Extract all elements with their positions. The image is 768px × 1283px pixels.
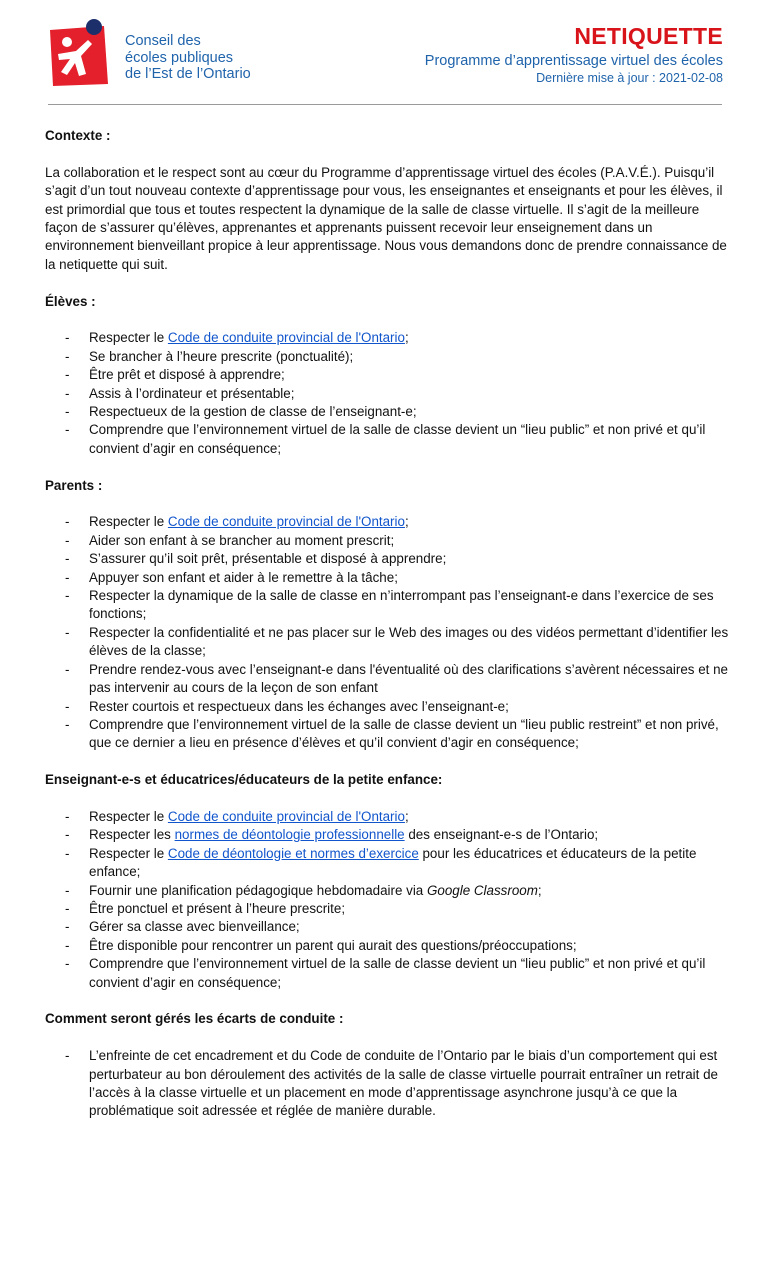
document-link[interactable]: Code de conduite provincial de l'Ontario [167,514,405,530]
conduct-list [45,1047,735,1121]
list-item-text: Appuyer son enfant et aider à le remettre à la tâche; [89,569,398,585]
list-item [45,532,735,550]
list-item [45,403,735,421]
list-item [45,955,735,992]
list-item-text: Comprendre que l’environnement virtuel de la salle de classe devient un “lieu public restreint” et non privé, que ce dernier a lieu en présence d’élèves et qu’il convient d’agir en conséquence; [89,716,719,751]
list-dash: - [65,588,70,604]
list-item-text: L’enfreinte de cet encadrement et du Code de conduite de l’Ontario par le biais d’un comportement qui est perturbateur au bon déroulement des activités de la salle de classe virtuelle pourrait entraîner un retrait de l’accès à la classe virtuelle et un placement en mode d’apprentissage asynchrone jusqu’à ce que la problématique soit adressée et réglée de manière durable. [89,1048,718,1119]
document-body [45,127,735,1139]
list-dash: - [65,514,70,530]
list-item-text: ; [404,330,409,346]
list-item [45,569,735,587]
list-item [45,550,735,568]
list-dash: - [65,385,70,401]
context-paragraph: La collaboration et le respect sont au cœur du Programme d’apprentissage virtuel des écoles (P.A.V.É.). Puisqu’il s’agit d’un tout nouveau contexte d’apprentissage pour vous, les enseignantes et enseignants et pour les élèves, il est primordial que tous et toutes respectent la dynamique de la salle de classe virtuelle. Il s’agit de la meilleure façon de s’assurer qu’élèves, apprenantes et apprenants puissent recevoir leur enseignement dans un environnement bienveillant propice à leur apprentissage. Nous vous demandons donc de prendre connaissance de la netiquette qui suit. [45,164,727,272]
document-title: NETIQUETTE [574,23,723,49]
list-dash: - [65,698,70,714]
list-item [45,918,735,936]
teachers-list [45,808,735,992]
teachers-heading: Enseignant-e-s et éducatrices/éducateurs de la petite enfance: [45,772,443,788]
document-link[interactable]: Code de conduite provincial de l'Ontario [167,808,405,824]
list-item-text: Respecter le [89,514,168,530]
list-item [45,661,735,698]
list-item-text: Être disponible pour rencontrer un parent qui aurait des questions/préoccupations; [89,937,577,953]
document-subtitle: Programme d’apprentissage virtuel des écoles [424,53,723,69]
list-dash: - [65,845,70,861]
list-dash: - [65,1048,70,1064]
list-dash: - [65,956,70,972]
list-dash: - [65,551,70,567]
last-updated-date: Dernière mise à jour : 2021-02-08 [536,71,723,85]
list-item [45,716,735,753]
list-item-text: Gérer sa classe avec bienveillance; [89,919,300,935]
list-dash: - [65,661,70,677]
document-link[interactable]: Code de déontologie et normes d’exercice [167,845,419,861]
list-item [45,624,735,661]
parents-list [45,513,735,752]
document-titles [425,22,723,86]
list-item [45,900,735,918]
list-dash: - [65,827,70,843]
list-item-text: Se brancher à l’heure prescrite (ponctualité); [89,348,354,364]
list-item-text: Respecter les [89,827,175,843]
org-name: Conseil des écoles publiques de l’Est de l’Ontario [125,33,251,82]
list-item-text: Rester courtois et respectueux dans les échanges avec l’enseignant-e; [89,698,509,714]
students-list [45,329,735,458]
list-item-emphasis: Google Classroom [426,882,538,898]
list-item [45,513,735,531]
document-link[interactable]: Code de conduite provincial de l'Ontario [167,330,405,346]
parents-heading: Parents : [45,477,103,493]
cepeo-logo-icon [48,18,118,88]
list-item-text: ; [404,808,409,824]
list-dash: - [65,422,70,438]
list-item-text: pour les éducatrices et éducateurs de la petite enfance; [89,845,697,880]
list-item-text: Fournir une planification pédagogique hebdomadaire via [89,882,427,898]
list-item-text: Respecter la dynamique de la salle de classe en n’interrompant pas l’enseignant-e dans l’exercice de ses fonctions; [89,588,714,622]
list-item-text: Respecter le [89,330,168,346]
list-dash: - [65,624,70,640]
list-item [45,698,735,716]
page-header [0,0,768,110]
list-dash: - [65,404,70,420]
list-item [45,808,735,826]
list-dash: - [65,882,70,898]
list-item-text: Prendre rendez-vous avec l’enseignant-e dans l'éventualité où des clarifications s’avèrent nécessaires et ne pas intervenir au cours de la leçon de son enfant [89,661,728,696]
cepeo-logo [48,18,268,90]
list-item [45,421,735,458]
list-item-text: Être prêt et disposé à apprendre; [89,367,285,383]
conduct-heading: Comment seront gérés les écarts de conduite : [45,1011,344,1027]
list-item-text: S’assurer qu’il soit prêt, présentable et disposé à apprendre; [89,551,447,567]
list-item [45,587,735,624]
list-item [45,366,735,384]
list-dash: - [65,348,70,364]
list-item [45,882,735,900]
list-item [45,329,735,347]
students-heading: Élèves : [45,293,96,309]
list-item-text: Respecter le [89,845,168,861]
list-item [45,826,735,844]
list-item [45,385,735,403]
list-dash: - [65,532,70,548]
list-item [45,348,735,366]
list-item-text: Comprendre que l’environnement virtuel de la salle de classe devient un “lieu public” et non privé et qu’il convient d’agir en conséquence; [89,956,706,990]
list-dash: - [65,716,70,732]
list-item [45,845,735,882]
header-divider [48,104,722,105]
context-heading: Contexte : [45,128,111,143]
list-dash: - [65,937,70,953]
list-item-text: ; [537,882,542,898]
list-item-text: des enseignant-e-s de l’Ontario; [404,827,599,843]
list-item-text: Respecter la confidentialité et ne pas placer sur le Web des images ou des vidéos permettant d’identifier les élèves de la classe; [89,624,729,659]
list-dash: - [65,367,70,383]
list-dash: - [65,808,70,824]
list-item-text: ; [404,514,409,530]
list-item-text: Comprendre que l’environnement virtuel de la salle de classe devient un “lieu public” et non privé et qu’il convient d’agir en conséquence; [89,422,706,456]
list-item-text: Respectueux de la gestion de classe de l’enseignant-e; [89,404,417,420]
list-dash: - [65,569,70,585]
list-item-text: Aider son enfant à se brancher au moment prescrit; [89,532,395,548]
list-item [45,937,735,955]
list-dash: - [65,919,70,935]
list-dash: - [65,330,70,346]
document-link[interactable]: normes de déontologie professionnelle [174,827,405,843]
list-item-text: Assis à l’ordinateur et présentable; [89,385,295,401]
list-item-text: Être ponctuel et présent à l’heure prescrite; [89,900,346,916]
list-item-text: Respecter le [89,808,168,824]
list-item [45,1047,735,1121]
list-dash: - [65,900,70,916]
